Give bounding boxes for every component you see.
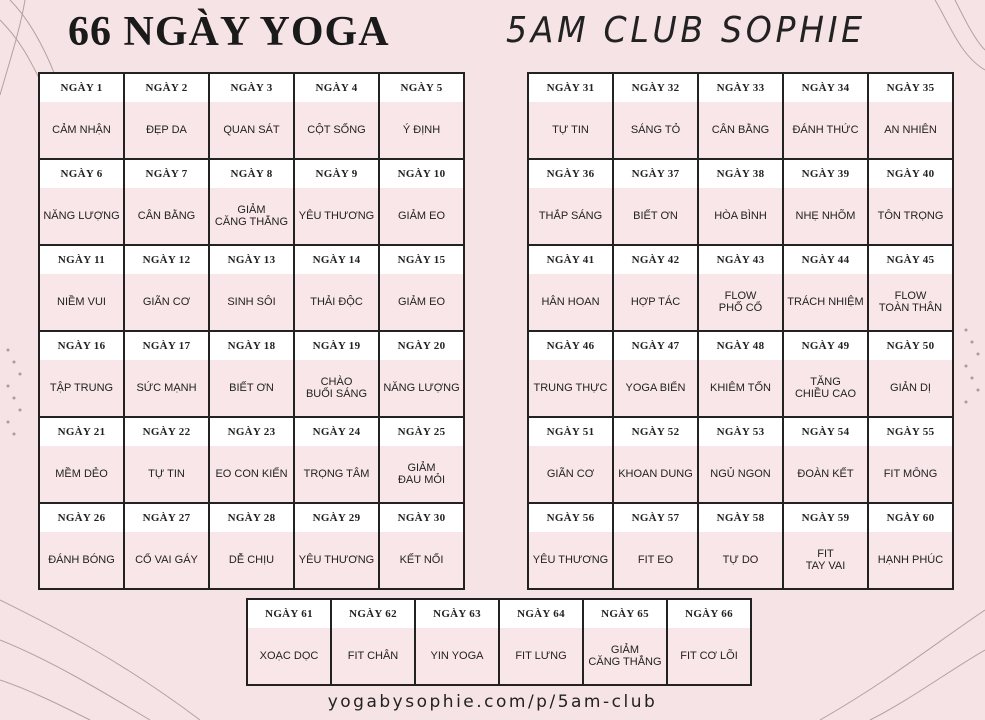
day-topic: TÔN TRỌNG [869,188,952,244]
day-topic: GIẢM ĐAU MỎI [380,446,463,502]
day-topic: HÂN HOAN [529,274,612,330]
day-topic: TRÁCH NHIỆM [784,274,867,330]
day-cell [125,74,210,160]
day-topic: THẮP SÁNG [529,188,612,244]
day-cell [40,504,125,590]
day-label: NGÀY 36 [529,160,612,188]
day-label: NGÀY 61 [248,600,330,628]
day-label: NGÀY 1 [40,74,123,102]
day-topic: TRỌNG TÂM [295,446,378,502]
day-topic: GIÃN CƠ [125,274,208,330]
day-label: NGÀY 12 [125,246,208,274]
day-topic: TỰ TIN [125,446,208,502]
day-label: NGÀY 27 [125,504,208,532]
day-cell [295,504,380,590]
day-cell [614,246,699,332]
day-label: NGÀY 53 [699,418,782,446]
day-label: NGÀY 47 [614,332,697,360]
day-label: NGÀY 20 [380,332,463,360]
day-label: NGÀY 8 [210,160,293,188]
day-grid-1-30 [38,72,465,590]
day-cell [125,418,210,504]
day-topic: FLOW TOÀN THÂN [869,274,952,330]
day-topic: BIẾT ƠN [614,188,697,244]
day-cell [40,160,125,246]
day-label: NGÀY 39 [784,160,867,188]
day-cell [210,332,295,418]
day-cell [380,160,465,246]
day-topic: FIT CHÂN [332,628,414,684]
day-topic: GIẢM EO [380,188,463,244]
day-cell [125,504,210,590]
day-topic: NĂNG LƯỢNG [40,188,123,244]
day-cell [699,504,784,590]
day-cell [210,418,295,504]
day-cell [699,246,784,332]
day-topic: ĐOÀN KẾT [784,446,867,502]
day-cell [699,332,784,418]
day-cell [380,246,465,332]
day-cell [529,504,614,590]
day-cell [295,74,380,160]
day-topic: YÊU THƯƠNG [295,532,378,588]
day-label: NGÀY 10 [380,160,463,188]
day-label: NGÀY 21 [40,418,123,446]
day-grid-61-66 [246,598,752,686]
day-label: NGÀY 7 [125,160,208,188]
day-label: NGÀY 11 [40,246,123,274]
day-label: NGÀY 41 [529,246,612,274]
day-topic: GIÃN CƠ [529,446,612,502]
day-label: NGÀY 34 [784,74,867,102]
day-topic: TRUNG THỰC [529,360,612,416]
day-cell [40,332,125,418]
day-cell [784,418,869,504]
day-topic: ĐÁNH BÓNG [40,532,123,588]
day-cell [295,160,380,246]
day-label: NGÀY 63 [416,600,498,628]
day-label: NGÀY 33 [699,74,782,102]
day-cell [332,600,416,686]
day-topic: Ý ĐỊNH [380,102,463,158]
day-cell [869,504,954,590]
day-cell [248,600,332,686]
day-cell [614,160,699,246]
day-label: NGÀY 59 [784,504,867,532]
day-cell [784,160,869,246]
day-cell [614,504,699,590]
day-label: NGÀY 66 [668,600,750,628]
day-topic: NHẸ NHÕM [784,188,867,244]
day-label: NGÀY 17 [125,332,208,360]
day-topic: THẢI ĐỘC [295,274,378,330]
day-cell [210,74,295,160]
day-topic: KHIÊM TỐN [699,360,782,416]
day-cell [295,332,380,418]
day-topic: SINH SÔI [210,274,293,330]
day-cell [529,160,614,246]
day-topic: NIỀM VUI [40,274,123,330]
day-cell [210,504,295,590]
page-title: 66 NGÀY YOGA [68,9,390,55]
day-label: NGÀY 65 [584,600,666,628]
day-label: NGÀY 25 [380,418,463,446]
day-cell [784,246,869,332]
day-label: NGÀY 55 [869,418,952,446]
day-topic: FLOW PHỐ CỔ [699,274,782,330]
day-cell [380,74,465,160]
day-label: NGÀY 30 [380,504,463,532]
day-topic: GIẢM CĂNG THẲNG [210,188,293,244]
day-label: NGÀY 23 [210,418,293,446]
day-topic: DỄ CHỊU [210,532,293,588]
day-label: NGÀY 6 [40,160,123,188]
day-label: NGÀY 26 [40,504,123,532]
day-label: NGÀY 19 [295,332,378,360]
page-subtitle: 5AM CLUB SOPHIE [506,10,866,51]
day-label: NGÀY 32 [614,74,697,102]
day-cell [500,600,584,686]
day-label: NGÀY 43 [699,246,782,274]
day-topic: HỢP TÁC [614,274,697,330]
day-label: NGÀY 62 [332,600,414,628]
day-label: NGÀY 51 [529,418,612,446]
day-topic: NGỦ NGON [699,446,782,502]
day-topic: ĐẸP DA [125,102,208,158]
day-cell [614,418,699,504]
day-topic: ĐÁNH THỨC [784,102,867,158]
day-grid-31-60 [527,72,954,590]
day-cell [380,332,465,418]
day-label: NGÀY 52 [614,418,697,446]
day-label: NGÀY 13 [210,246,293,274]
day-topic: GIẢM CĂNG THẲNG [584,628,666,684]
day-label: NGÀY 22 [125,418,208,446]
day-label: NGÀY 35 [869,74,952,102]
day-cell [869,332,954,418]
day-cell [529,74,614,160]
day-label: NGÀY 58 [699,504,782,532]
day-label: NGÀY 56 [529,504,612,532]
day-label: NGÀY 5 [380,74,463,102]
day-cell [699,74,784,160]
day-cell [529,418,614,504]
day-cell [295,246,380,332]
day-topic: TĂNG CHIỀU CAO [784,360,867,416]
day-cell [125,332,210,418]
day-topic: SỨC MẠNH [125,360,208,416]
day-cell [699,160,784,246]
day-topic: CỘT SỐNG [295,102,378,158]
day-topic: SÁNG TỎ [614,102,697,158]
day-label: NGÀY 46 [529,332,612,360]
day-label: NGÀY 40 [869,160,952,188]
day-topic: FIT LƯNG [500,628,582,684]
day-cell [869,160,954,246]
day-cell [784,74,869,160]
day-topic: CÂN BẰNG [125,188,208,244]
day-cell [614,74,699,160]
day-label: NGÀY 4 [295,74,378,102]
day-label: NGÀY 37 [614,160,697,188]
decorative-curves-top-right [935,0,985,70]
day-cell [869,246,954,332]
day-cell [210,160,295,246]
day-label: NGÀY 64 [500,600,582,628]
day-topic: CẢM NHẬN [40,102,123,158]
day-cell [380,418,465,504]
day-label: NGÀY 24 [295,418,378,446]
day-label: NGÀY 16 [40,332,123,360]
day-cell [699,418,784,504]
day-cell [210,246,295,332]
day-cell [295,418,380,504]
day-label: NGÀY 44 [784,246,867,274]
day-label: NGÀY 49 [784,332,867,360]
day-topic: CÂN BẰNG [699,102,782,158]
day-cell [529,332,614,418]
day-label: NGÀY 28 [210,504,293,532]
day-cell [784,504,869,590]
day-topic: GIẢN DỊ [869,360,952,416]
day-cell [125,160,210,246]
day-topic: KẾT NỐI [380,532,463,588]
day-label: NGÀY 60 [869,504,952,532]
day-topic: NĂNG LƯỢNG [380,360,463,416]
day-topic: YÊU THƯƠNG [529,532,612,588]
day-topic: BIẾT ƠN [210,360,293,416]
day-label: NGÀY 15 [380,246,463,274]
day-topic: FIT CƠ LÕI [668,628,750,684]
day-cell [668,600,752,686]
day-topic: QUAN SÁT [210,102,293,158]
day-label: NGÀY 48 [699,332,782,360]
day-label: NGÀY 2 [125,74,208,102]
day-topic: KHOAN DUNG [614,446,697,502]
day-label: NGÀY 45 [869,246,952,274]
day-label: NGÀY 38 [699,160,782,188]
day-cell [584,600,668,686]
day-cell [416,600,500,686]
day-label: NGÀY 31 [529,74,612,102]
day-topic: TẬP TRUNG [40,360,123,416]
day-cell [40,418,125,504]
day-label: NGÀY 29 [295,504,378,532]
day-topic: FIT EO [614,532,697,588]
day-topic: HÒA BÌNH [699,188,782,244]
day-cell [529,246,614,332]
day-topic: FIT TAY VAI [784,532,867,588]
day-label: NGÀY 9 [295,160,378,188]
day-topic: YIN YOGA [416,628,498,684]
day-topic: MỀM DẺO [40,446,123,502]
day-topic: YOGA BIỂN [614,360,697,416]
day-label: NGÀY 14 [295,246,378,274]
day-label: NGÀY 3 [210,74,293,102]
footer-url: yogabysophie.com/p/5am-club [327,692,658,712]
day-topic: CỔ VAI GÁY [125,532,208,588]
day-label: NGÀY 54 [784,418,867,446]
day-topic: TỰ DO [699,532,782,588]
day-label: NGÀY 50 [869,332,952,360]
day-cell [40,246,125,332]
day-topic: FIT MÔNG [869,446,952,502]
day-cell [784,332,869,418]
day-topic: CHÀO BUỔI SÁNG [295,360,378,416]
day-cell [869,418,954,504]
day-topic: EO CON KIẾN [210,446,293,502]
day-topic: TỰ TIN [529,102,612,158]
day-cell [380,504,465,590]
day-label: NGÀY 18 [210,332,293,360]
day-cell [869,74,954,160]
day-topic: XOẠC DỌC [248,628,330,684]
day-label: NGÀY 42 [614,246,697,274]
day-topic: HẠNH PHÚC [869,532,952,588]
day-cell [614,332,699,418]
day-label: NGÀY 57 [614,504,697,532]
day-topic: AN NHIÊN [869,102,952,158]
day-topic: YÊU THƯƠNG [295,188,378,244]
day-topic: GIẢM EO [380,274,463,330]
day-cell [125,246,210,332]
day-cell [40,74,125,160]
